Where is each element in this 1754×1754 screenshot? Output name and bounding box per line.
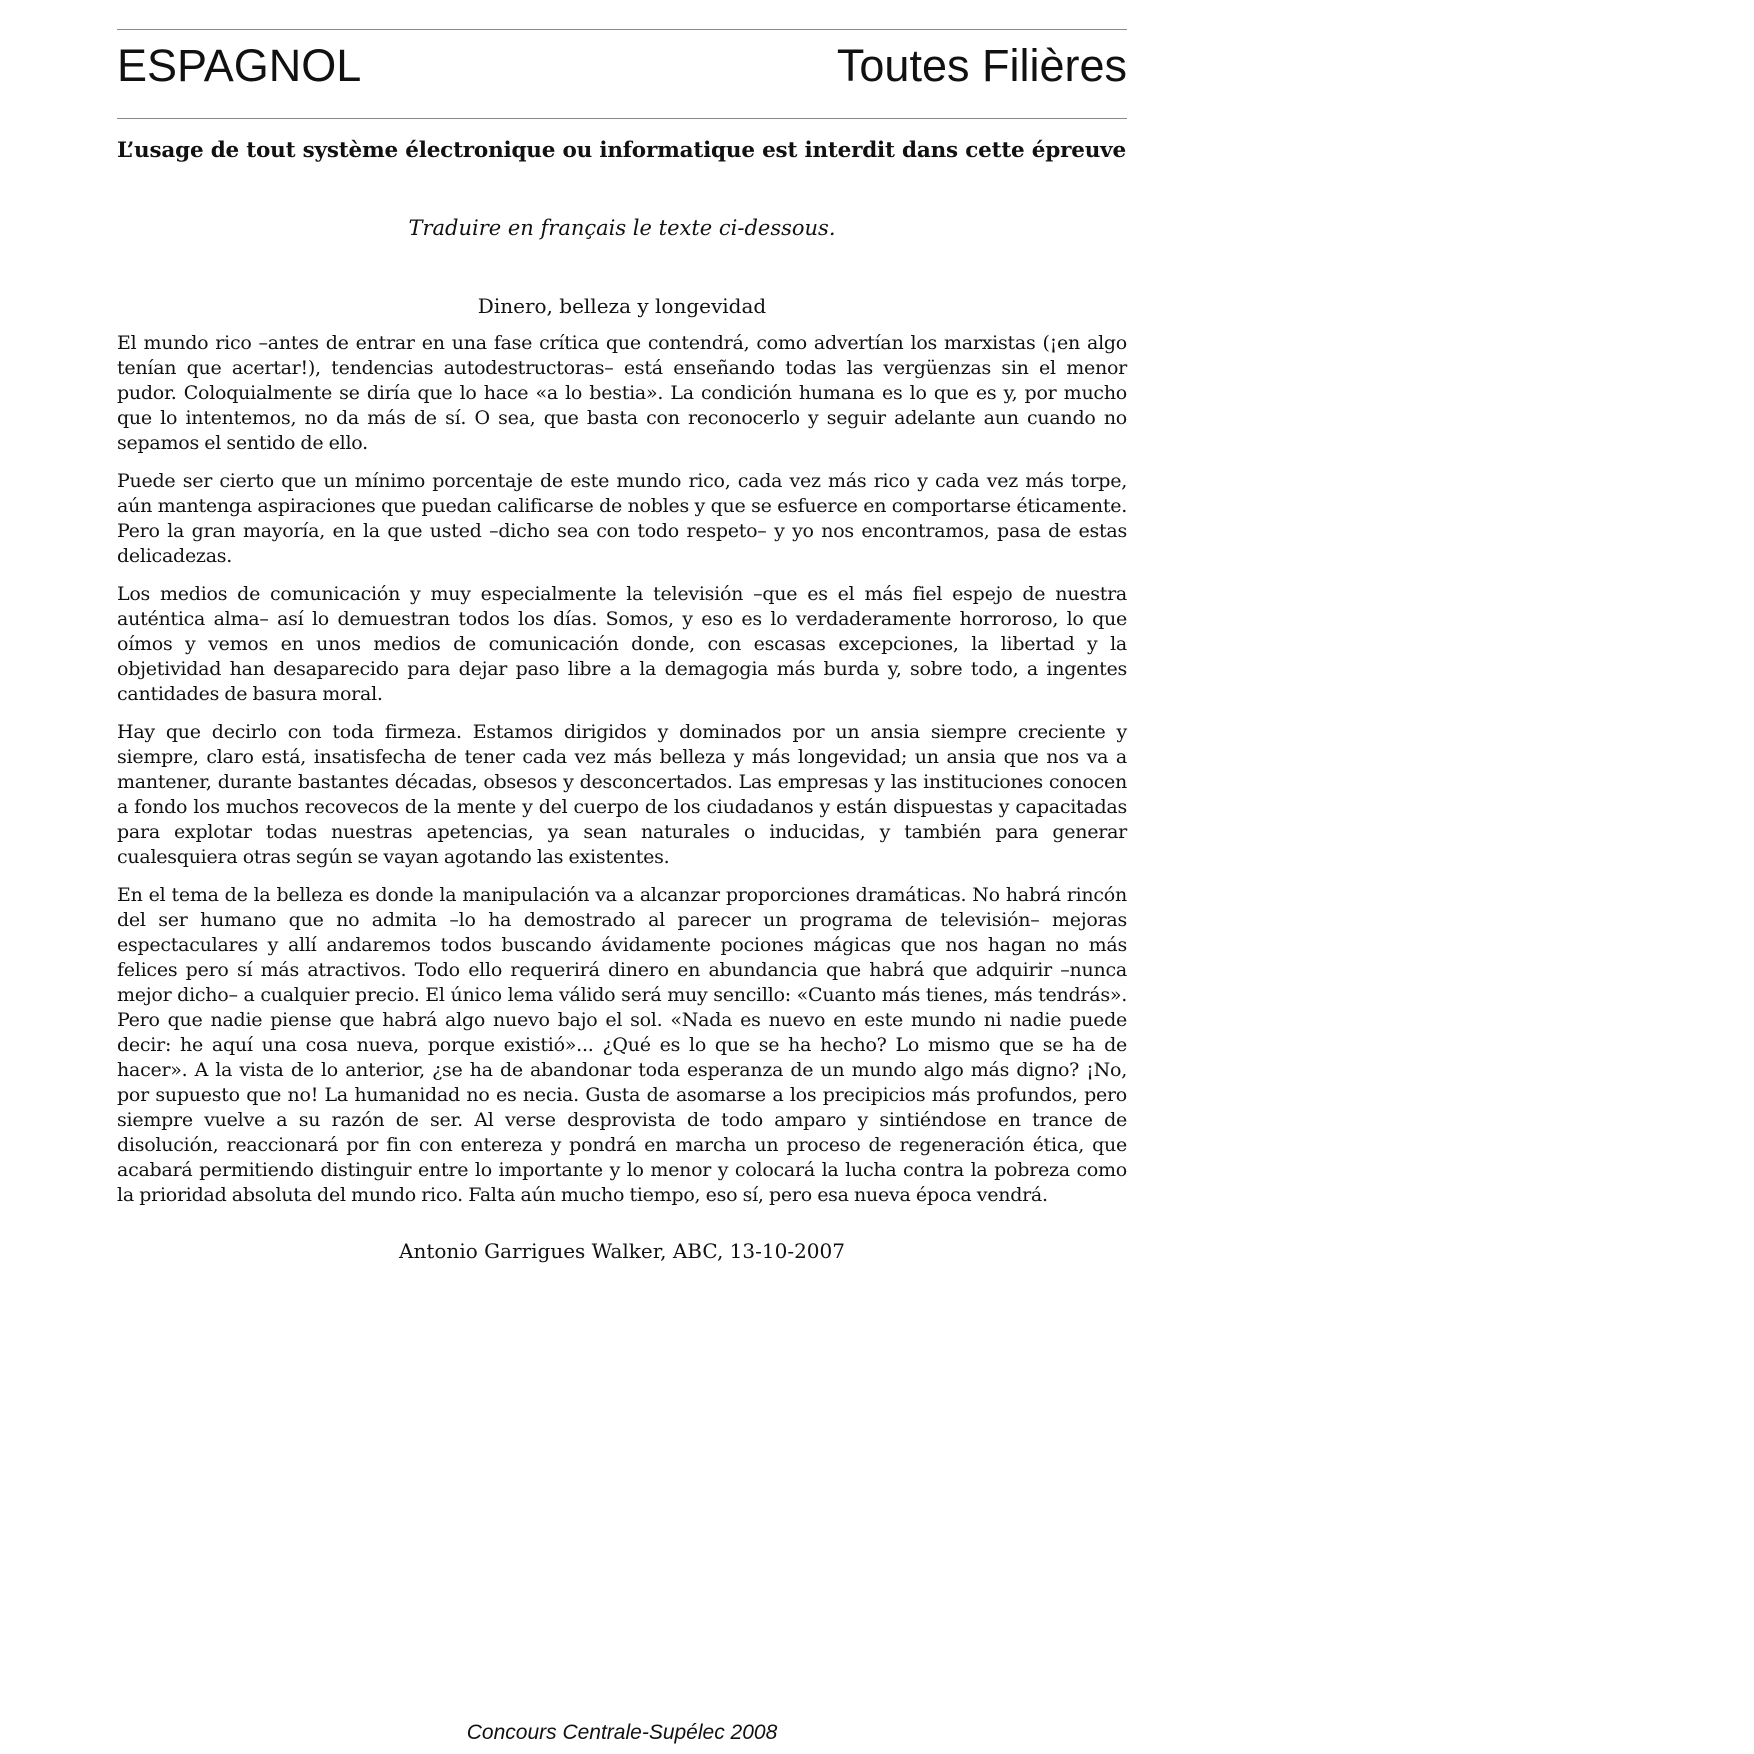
exam-page <box>117 0 1127 1754</box>
header-bottom-rule <box>117 118 1127 119</box>
paragraph: En el tema de la belleza es donde la manipulación va a alcanzar proporciones dramáticas. No habrá rincón del ser humano que no admita –lo ha demostrado al parecer un programa de televisión– mejoras espectaculares y allí andaremos todos buscando ávidamente pociones mágicas que nos hagan no más felices pero sí más atractivos. Todo ello requerirá dinero en abundancia que habrá que adquirir –nunca mejor dicho– a cualquier precio. El único lema válido será muy sencillo: «Cuanto más tienes, más tendrás». Pero que nadie piense que habrá algo nuevo bajo el sol. «Nada es nuevo en este mundo ni nadie puede decir: he aquí una cosa nueva, porque existió»... ¿Qué es lo que se ha hecho? Lo mismo que se ha de hacer». A la vista de lo anterior, ¿se ha de abandonar toda esperanza de un mundo algo más digno? ¡No, por supuesto que no! La humanidad no es necia. Gusta de asomarse a los precipicios más profundos, pero siempre vuelve a su razón de ser. Al verse desprovista de todo amparo y sintiéndose en trance de disolución, reaccionará por fin con entereza y pondrá en marcha un proceso de regeneración ética, que acabará permitiendo distinguir entre lo importante y lo menor y colocará la lucha contra la pobreza como la prioridad absoluta del mundo rico. Falta aún mucho tiempo, eso sí, pero esa nueva época vendrá. <box>117 884 1127 1206</box>
paragraph: Hay que decirlo con toda firmeza. Estamos dirigidos y dominados por un ansia siempre creciente y siempre, claro está, insatisfecha de tener cada vez más belleza y más longevidad; un ansia que nos va a mantener, durante bastantes décadas, obsesos y desconcertados. Las empresas y las instituciones conocen a fondo los muchos recovecos de la mente y del cuerpo de los ciudadanos y están dispuestas y capacitadas para explotar todas nuestras apetencias, ya sean naturales o inducidas, y también para generar cualesquiera otras según se vayan agotando las existentes. <box>117 721 1127 868</box>
header-top-rule <box>117 29 1127 30</box>
paragraph: Los medios de comunicación y muy especialmente la televisión –que es el más fiel espejo de nuestra auténtica alma– así lo demuestran todos los días. Somos, y eso es lo verdaderamente horroroso, lo que oímos y vemos en unos medios de comunicación donde, con escasas excepciones, la libertad y la objetividad han desaparecido para dejar paso libre a la demagogia más burda y, sobre todo, a ingentes cantidades de basura moral. <box>117 583 1127 705</box>
translation-instruction: Traduire en français le texte ci-dessous. <box>408 216 836 240</box>
text-source-citation: Antonio Garrigues Walker, ABC, 13-10-2007 <box>399 1239 845 1263</box>
text-title: Dinero, belleza y longevidad <box>477 294 767 318</box>
stream-heading: Toutes Filières <box>836 40 1127 91</box>
paragraph: Puede ser cierto que un mínimo porcentaje de este mundo rico, cada vez más rico y cada vez más torpe, aún mantenga aspiraciones que puedan calificarse de nobles y que se esfuerce en comportarse éticamente. Pero la gran mayoría, en la que usted –dicho sea con todo respeto– y yo nos encontramos, pasa de estas delicadezas. <box>117 470 1127 567</box>
paragraph: El mundo rico –antes de entrar en una fase crítica que contendrá, como advertían los marxistas (¡en algo tenían que acertar!), tendencias autodestructoras– está enseñando todas las vergüenzas sin el menor pudor. Coloquialmente se diría que lo hace «a lo bestia». La condición humana es lo que es y, por mucho que lo intentemos, no da más de sí. O sea, que basta con reconocerlo y seguir adelante aun cuando no sepamos el sentido de ello. <box>117 332 1127 454</box>
electronic-devices-warning: L’usage de tout système électronique ou informatique est interdit dans cette épreuve <box>117 138 1126 163</box>
source-text-body <box>117 331 1127 1221</box>
subject-heading: ESPAGNOL <box>117 40 362 91</box>
page-footer: Concours Centrale-Supélec 2008 <box>466 1721 778 1744</box>
